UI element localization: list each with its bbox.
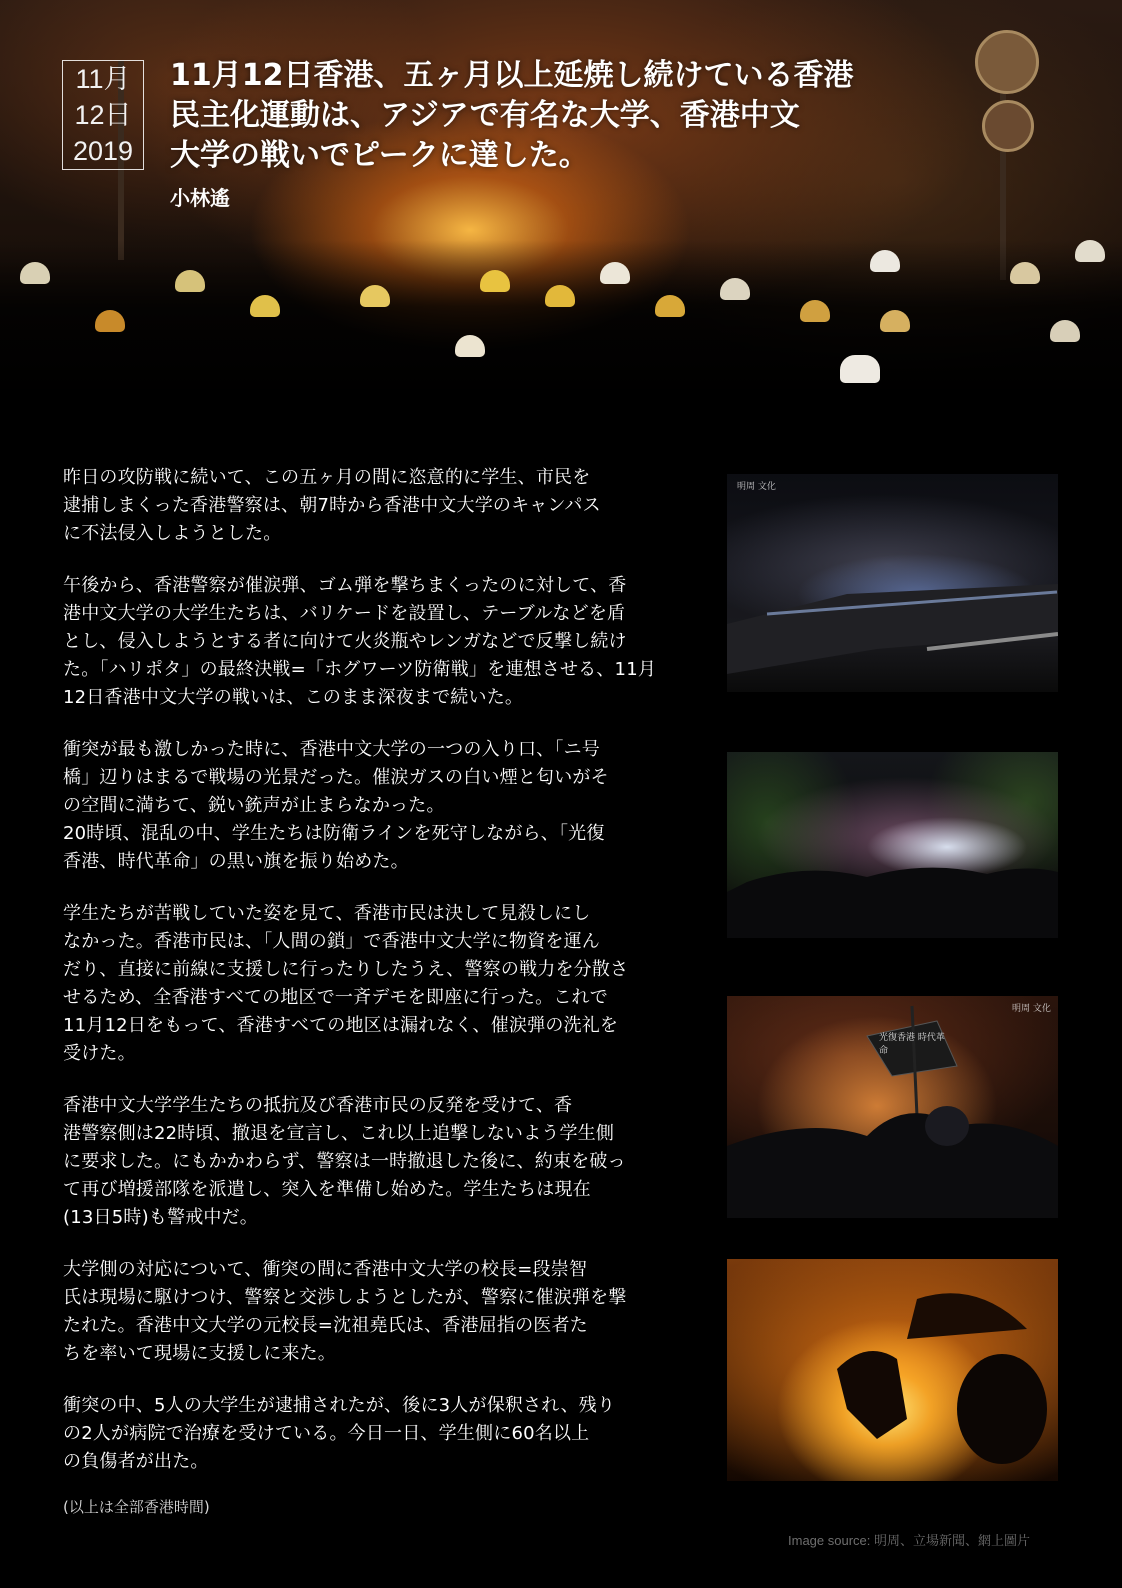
photo-illustration bbox=[727, 752, 1058, 938]
helmet bbox=[455, 335, 485, 357]
text-line: の空間に満ちて、鋭い銃声が止まらなかった。 bbox=[63, 795, 445, 816]
text-line: 氏は現場に駆けつけ、警察と交渉しようとしたが、警察に催涙弾を撃 bbox=[63, 1287, 627, 1308]
headline-line: 大学の戦いでピークに達した。 bbox=[170, 138, 589, 173]
paragraph bbox=[63, 736, 708, 876]
text-line: 香港中文大学学生たちの抵抗及び香港市民の反発を受けて、香 bbox=[63, 1095, 573, 1116]
watermark: 明周 文化 bbox=[737, 482, 776, 492]
text-line: 大学側の対応について、衝突の間に香港中文大学の校長=段崇智 bbox=[63, 1259, 588, 1280]
text-line: とし、侵入しようとする者に向けて火炎瓶やレンガなどで反撃し続け bbox=[63, 631, 627, 652]
flag-text: 光復香港 時代革命 bbox=[879, 1033, 945, 1056]
text-line: に要求した。にもかかわらず、警察は一時撤退した後に、約束を破っ bbox=[63, 1151, 626, 1172]
helmet bbox=[840, 355, 880, 383]
photo-illustration bbox=[727, 474, 1058, 692]
text-line: の2人が病院で治療を受けている。今日一日、学生側に60名以上 bbox=[63, 1423, 590, 1444]
helmet bbox=[250, 295, 280, 317]
helmet bbox=[95, 310, 125, 332]
author: 小林遙 bbox=[170, 186, 230, 210]
text-line: (13日5時)も警戒中だ。 bbox=[63, 1207, 259, 1228]
photo-illustration bbox=[727, 1259, 1058, 1481]
helmet bbox=[800, 300, 830, 322]
text-line: の負傷者が出た。 bbox=[63, 1451, 209, 1472]
photo-police-line bbox=[727, 474, 1058, 692]
text-line: たれた。香港中文大学の元校長=沈祖堯氏は、香港屈指の医者た bbox=[63, 1315, 588, 1336]
helmet bbox=[600, 262, 630, 284]
crowd-silhouette bbox=[0, 240, 1122, 430]
hero-photo bbox=[0, 0, 1122, 430]
text-line: だり、直接に前線に支援しに行ったりしたうえ、警察の戦力を分散さ bbox=[63, 959, 629, 980]
road-sign bbox=[982, 100, 1034, 152]
text-line: 衝突が最も激しかった時に、香港中文大学の一つの入り口、「ニ号 bbox=[63, 739, 600, 760]
helmet bbox=[20, 262, 50, 284]
paragraph bbox=[63, 572, 708, 712]
text-line: 学生たちが苦戦していた姿を見て、香港市民は決して見殺しにし bbox=[63, 903, 591, 924]
helmet bbox=[545, 285, 575, 307]
helmet bbox=[175, 270, 205, 292]
headline-line: 11月12日香港、五ヶ月以上延焼し続けている香港 bbox=[170, 58, 854, 93]
text-line: 港中文大学の大学生たちは、バリケードを設置し、テーブルなどを盾 bbox=[63, 603, 626, 624]
helmet bbox=[880, 310, 910, 332]
image-source-credit: Image source: 明周、立場新聞、網上圖片 bbox=[788, 1533, 1030, 1548]
text-line: 衝突の中、5人の大学生が逮捕されたが、後に3人が保釈され、残り bbox=[63, 1395, 616, 1416]
text-line: 11月12日をもって、香港すべての地区は漏れなく、催涙弾の洗礼を bbox=[63, 1015, 619, 1036]
text-line: て再び増援部隊を派遣し、突入を準備し始めた。学生たちは現在 bbox=[63, 1179, 591, 1200]
road-sign bbox=[975, 30, 1039, 94]
headline-line: 民主化運動は、アジアで有名な大学、香港中文 bbox=[170, 98, 800, 133]
date-badge bbox=[62, 60, 144, 170]
helmet bbox=[1075, 240, 1105, 262]
date-day: 12日 bbox=[74, 100, 132, 130]
helmet bbox=[720, 278, 750, 300]
helmet bbox=[360, 285, 390, 307]
headline bbox=[170, 56, 890, 176]
photo-fire bbox=[727, 1259, 1058, 1481]
date-month: 11月 bbox=[75, 64, 131, 94]
paragraph bbox=[63, 900, 708, 1068]
text-line: せるため、全香港すべての地区で一斉デモを即座に行った。これで bbox=[63, 987, 608, 1008]
helmet bbox=[1050, 320, 1080, 342]
text-line: 橋」辺りはまるで戦場の光景だった。催涙ガスの白い煙と匂いがそ bbox=[63, 767, 609, 788]
text-line: 香港、時代革命」の黒い旗を振り始めた。 bbox=[63, 851, 409, 872]
helmet bbox=[655, 295, 685, 317]
text-line: 逮捕しまくった香港警察は、朝7時から香港中文大学のキャンパス bbox=[63, 495, 601, 516]
text-line: 港警察側は22時頃、撤退を宣言し、これ以上追撃しないよう学生側 bbox=[63, 1123, 615, 1144]
footnote: (以上は全部香港時間) bbox=[63, 1498, 210, 1516]
photo-flag bbox=[727, 996, 1058, 1218]
text-line: 昨日の攻防戦に続いて、この五ヶ月の間に恣意的に学生、市民を bbox=[63, 467, 591, 488]
text-line: に不法侵入しようとした。 bbox=[63, 523, 282, 544]
watermark: 明周 文化 bbox=[1012, 1004, 1051, 1014]
paragraph bbox=[63, 464, 708, 548]
text-line: 受けた。 bbox=[63, 1043, 136, 1064]
paragraph bbox=[63, 1092, 708, 1232]
text-line: た。「ハリポタ」の最終決戦=「ホグワーツ防衛戦」を連想させる、11月 bbox=[63, 659, 657, 680]
text-line: 20時頃、混乱の中、学生たちは防衛ラインを死守しながら、「光復 bbox=[63, 823, 605, 844]
article-body bbox=[63, 464, 708, 1476]
helmet bbox=[1010, 262, 1040, 284]
date-year: 2019 bbox=[72, 136, 134, 166]
text-line: 午後から、香港警察が催涙弾、ゴム弾を撃ちまくったのに対して、香 bbox=[63, 575, 627, 596]
paragraph bbox=[63, 1392, 708, 1476]
text-line: 12日香港中文大学の戦いは、このまま深夜まで続いた。 bbox=[63, 687, 524, 708]
helmet bbox=[480, 270, 510, 292]
helmet bbox=[870, 250, 900, 272]
text-line: なかった。香港市民は、「人間の鎖」で香港中文大学に物資を運ん bbox=[63, 931, 600, 952]
text-line: ちを率いて現場に支援しに来た。 bbox=[63, 1343, 336, 1364]
paragraph bbox=[63, 1256, 708, 1368]
photo-tear-gas bbox=[727, 752, 1058, 938]
